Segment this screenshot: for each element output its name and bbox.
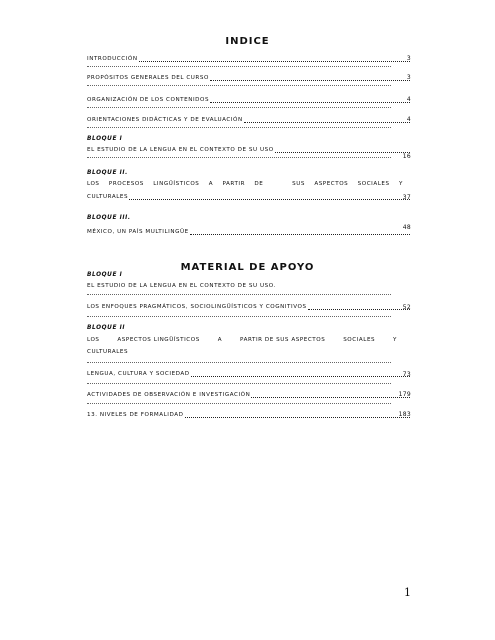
word: ASPECTOS (314, 181, 349, 187)
leader-dots (244, 122, 410, 123)
divider (87, 157, 391, 158)
toc-entry-label: CULTURALES (87, 349, 129, 355)
material-heading: MATERIAL DE APOYO (180, 262, 315, 273)
toc-entry-actividades[interactable] (87, 391, 412, 400)
word: LOS (87, 181, 100, 187)
toc-entry-bloque-3[interactable] (87, 228, 412, 237)
toc-entry-label: ORIENTACIONES DIDÁCTICAS Y DE EVALUACIÓN (87, 117, 243, 123)
toc-entry-label: PROPÓSITOS GENERALES DEL CURSO (87, 75, 209, 81)
leader-dots (129, 199, 410, 200)
leader-dots (139, 61, 410, 62)
leader-dots (185, 417, 411, 418)
toc-entry-organizacion[interactable] (87, 96, 412, 105)
divider (87, 362, 391, 363)
toc-page-number: 179 (398, 391, 411, 398)
word: SUS (292, 181, 305, 187)
divider (87, 66, 391, 67)
toc-entry-label: ACTIVIDADES DE OBSERVACIÓN E INVESTIGACIÓN (87, 392, 251, 398)
leader-dots (190, 234, 410, 235)
bloque-label: BLOQUE I (87, 136, 123, 142)
bloque-label: BLOQUE II. (87, 170, 128, 176)
leader-dots (191, 376, 410, 377)
word: SOCIALES (343, 337, 376, 343)
toc-entry-label: 13. NIVELES DE FORMALIDAD (87, 412, 184, 418)
divider (87, 107, 391, 108)
word: LOS (87, 337, 100, 343)
toc-entry-label: CULTURALES (87, 194, 129, 200)
page-number: 1 (404, 586, 411, 599)
divider (87, 127, 391, 128)
toc-page-number: 48 (402, 224, 411, 231)
word: SOCIALES (357, 181, 390, 187)
word: ASPECTOS LINGÜÍSTICOS (117, 337, 200, 343)
toc-entry-label: EL ESTUDIO DE LA LENGUA EN EL CONTEXTO DE SU USO (87, 147, 274, 153)
toc-page-number: 52 (402, 304, 411, 311)
toc-page-number: 3 (406, 55, 411, 62)
material-bloque-2-line-2 (87, 348, 412, 357)
word: DE (254, 181, 264, 187)
toc-entry-niveles[interactable] (87, 411, 412, 420)
word: A (217, 337, 223, 343)
word: Y (398, 181, 403, 187)
toc-entry-bloque-1[interactable] (87, 146, 412, 155)
toc-entry-label: ORGANIZACIÓN DE LOS CONTENIDOS (87, 97, 210, 103)
leader-dots (210, 80, 410, 81)
word: PARTIR DE SUS ASPECTOS (240, 337, 326, 343)
toc-entry-bloque-2-line-1[interactable] (87, 180, 403, 189)
bloque-label: BLOQUE III. (87, 215, 131, 221)
word: PROCESOS (108, 181, 144, 187)
divider (87, 294, 391, 295)
toc-entry-lengua[interactable] (87, 370, 412, 379)
divider (87, 383, 391, 384)
toc-entry-label: INTRODUCCIÓN (87, 56, 138, 62)
toc-entry-orientaciones[interactable] (87, 116, 412, 125)
toc-entry-label: LOS ENFOQUES PRAGMÁTICOS, SOCIOLINGÜÍSTICOS Y COGNITIVOS (87, 304, 307, 310)
toc-page-number: 183 (398, 411, 411, 418)
toc-entry-label: EL ESTUDIO DE LA LENGUA EN EL CONTEXTO DE SU USO. (87, 283, 276, 289)
toc-entry-bloque-2-line-2[interactable] (87, 193, 412, 202)
material-bloque-2-line-1 (87, 336, 397, 345)
toc-entry-enfoques[interactable] (87, 303, 412, 312)
divider (87, 403, 391, 404)
leader-dots (210, 102, 410, 103)
word: LINGÜÍSTICOS (153, 181, 200, 187)
toc-entry-introduccion[interactable] (87, 55, 412, 64)
toc-page-number: 3 (406, 74, 411, 81)
material-bloque-1-title (87, 282, 412, 291)
divider (87, 316, 391, 317)
toc-page-number: 16 (402, 153, 411, 160)
toc-entry-propositos[interactable] (87, 74, 412, 83)
toc-page-number: 4 (406, 116, 411, 123)
word: A (208, 181, 214, 187)
divider (87, 85, 391, 86)
bloque-label: BLOQUE I (87, 272, 123, 278)
bloque-label: BLOQUE II (87, 325, 126, 331)
word: Y (393, 337, 397, 343)
toc-page-number: 37 (402, 194, 411, 201)
toc-page-number: 4 (406, 96, 411, 103)
word: PARTIR (222, 181, 246, 187)
indice-heading: INDICE (225, 36, 270, 47)
toc-entry-label: MÉXICO, UN PAÍS MULTILINGÜE (87, 229, 189, 235)
toc-page-number: 73 (402, 371, 411, 378)
toc-entry-label: LENGUA, CULTURA Y SOCIEDAD (87, 371, 190, 377)
